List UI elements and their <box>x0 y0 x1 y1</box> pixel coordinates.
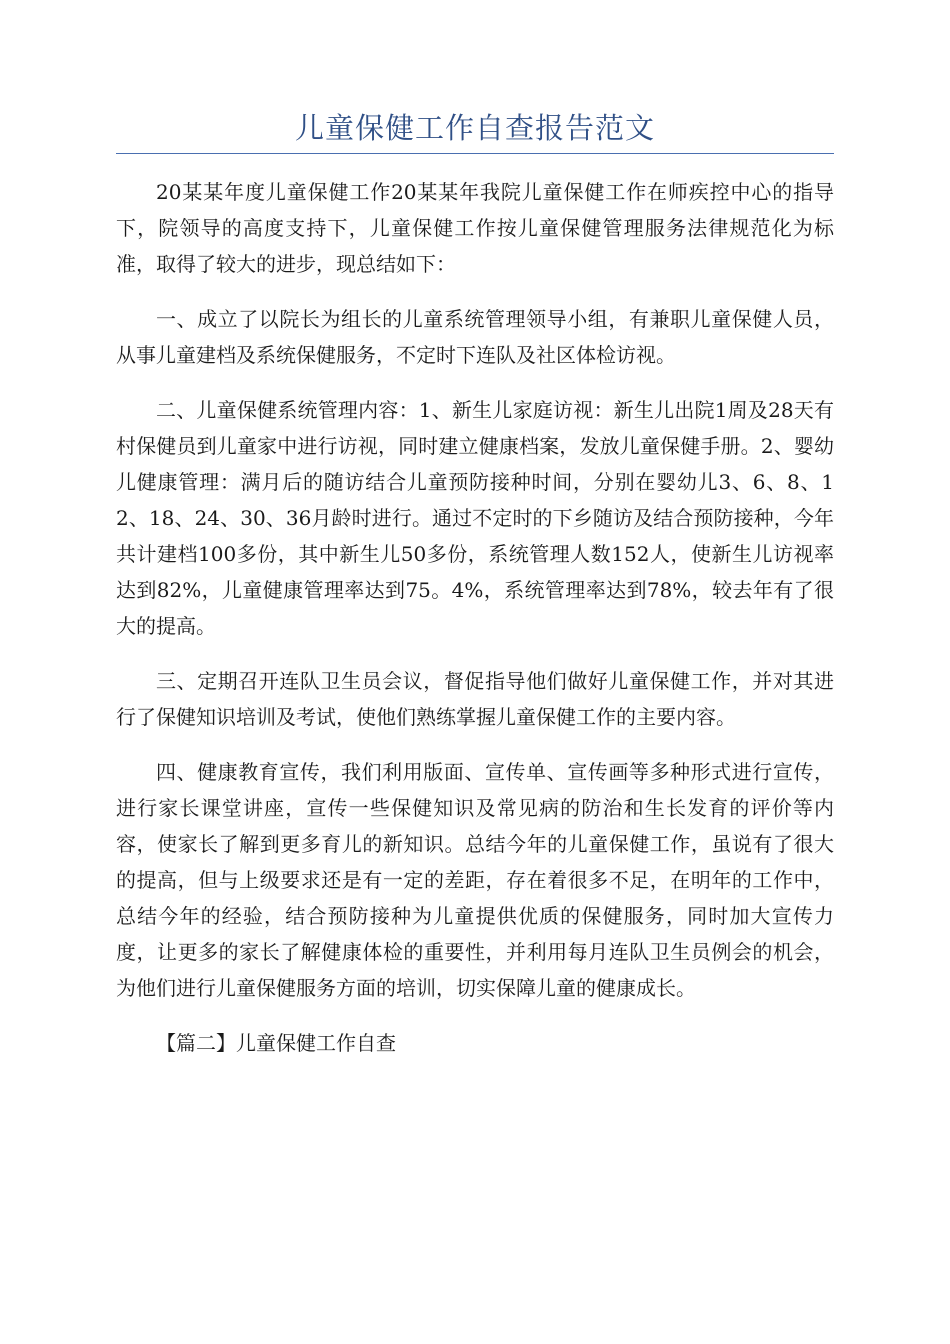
section-heading: 【篇二】儿童保健工作自查 <box>156 1031 396 1055</box>
document-body <box>116 174 834 1061</box>
paragraph-section-2: 二、儿童保健系统管理内容：1、新生儿家庭访视：新生儿出院1周及28天有村保健员到儿童家中进行访视，同时建立健康档案，发放儿童保健手册。2、婴幼儿健康管理：满月后的随访结合儿童预防接种时间，分别在婴幼儿3、6、8、12、18、24、30、36月龄时进行。通过不定时的下乡随访及结合预防接种，今年共计建档100多份，其中新生儿50多份，系统管理人数152人，使新生儿访视率达到82%，儿童健康管理率达到75。4%，系统管理率达到78%，较去年有了很大的提高。 <box>116 398 834 638</box>
paragraph-section-1: 一、成立了以院长为组长的儿童系统管理领导小组，有兼职儿童保健人员，从事儿童建档及系统保健服务，不定时下连队及社区体检访视。 <box>116 307 834 367</box>
paragraph-intro: 20某某年度儿童保健工作20某某年我院儿童保健工作在师疾控中心的指导下，院领导的高度支持下，儿童保健工作按儿童保健管理服务法律规范化为标准，取得了较大的进步，现总结如下： <box>116 180 834 276</box>
paragraph-section-4: 四、健康教育宣传，我们利用版面、宣传单、宣传画等多种形式进行宣传，进行家长课堂讲座，宣传一些保健知识及常见病的防治和生长发育的评价等内容，使家长了解到更多育儿的新知识。总结今年的儿童保健工作，虽说有了很大的提高，但与上级要求还是有一定的差距，存在着很多不足，在明年的工作中，总结今年的经验，结合预防接种为儿童提供优质的保健服务，同时加大宣传力度，让更多的家长了解健康体检的重要性，并利用每月连队卫生员例会的机会，为他们进行儿童保健服务方面的培训，切实保障儿童的健康成长。 <box>116 760 834 1000</box>
title-underline <box>116 153 834 154</box>
document-title: 儿童保健工作自查报告范文 <box>294 111 655 145</box>
paragraph-section-3: 三、定期召开连队卫生员会议，督促指导他们做好儿童保健工作，并对其进行了保健知识培训及考试，使他们熟练掌握儿童保健工作的主要内容。 <box>116 669 834 729</box>
